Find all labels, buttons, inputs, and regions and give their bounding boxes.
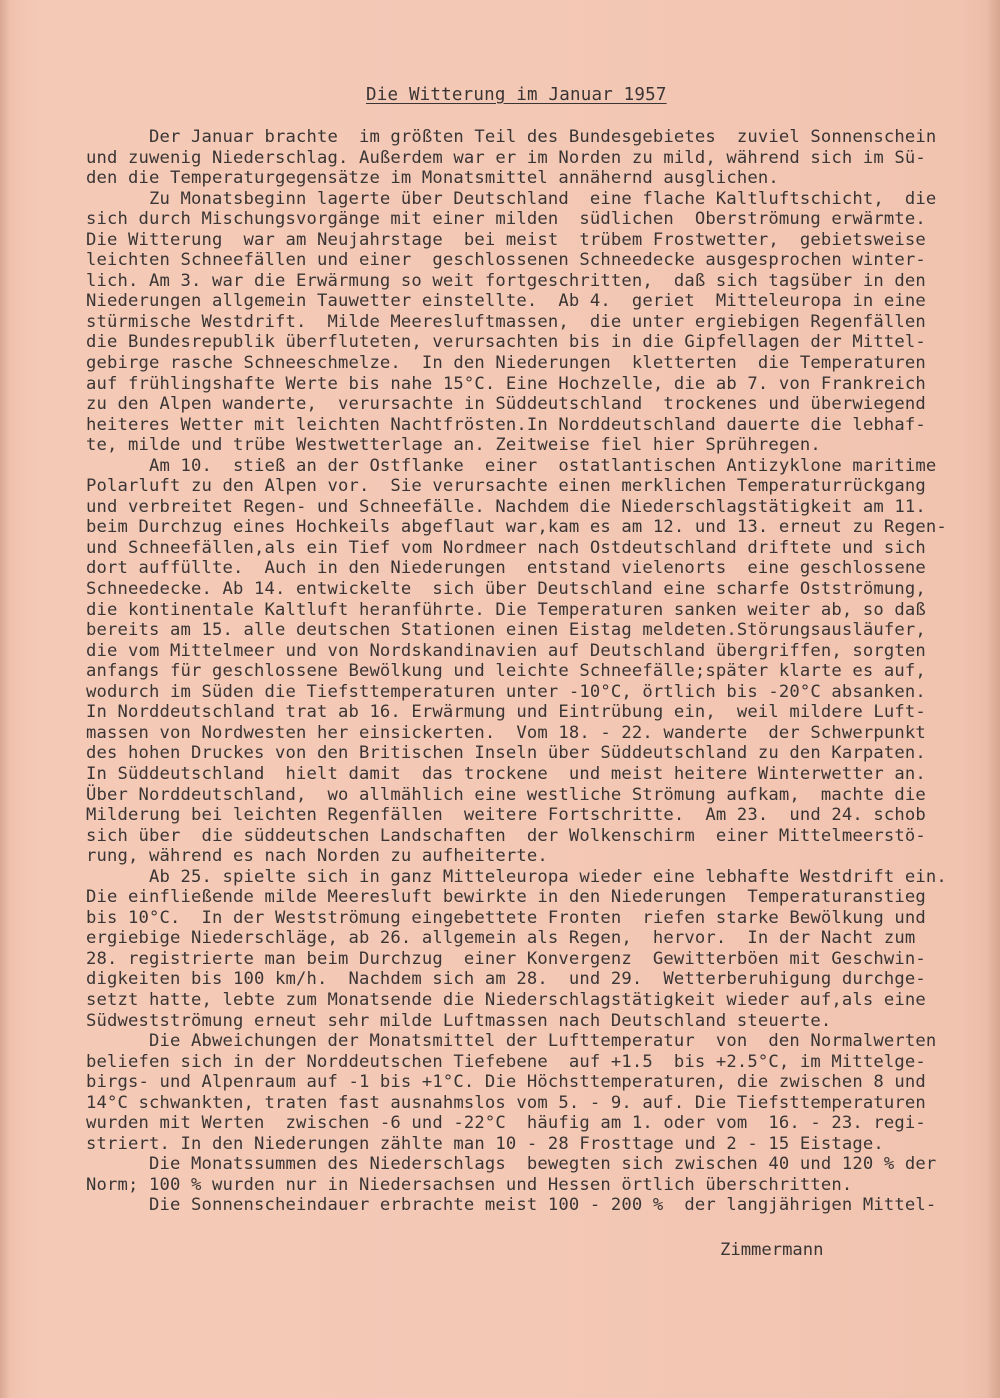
text-line: die vom Mittelmeer und von Nordskandinavien auf Deutschland übergriffen, sorgten: [86, 640, 926, 661]
text-line: striert. In den Niederungen zählte man 10 - 28 Frosttage und 2 - 15 Eistage.: [86, 1133, 884, 1154]
text-line: auf frühlingshafte Werte bis nahe 15°C. Eine Hochzelle, die ab 7. von Frankreich: [86, 373, 926, 394]
text-line: sich über die süddeutschen Landschaften der Wolkenschirm einer Mittelmeerstö-: [86, 825, 926, 846]
document-title: Die Witterung im Januar 1957: [366, 85, 667, 105]
text-line: lich. Am 3. war die Erwärmung so weit fortgeschritten, daß sich tagsüber in den: [86, 270, 926, 291]
text-line: sich durch Mischungsvorgänge mit einer milden südlichen Oberströmung erwärmte.: [86, 209, 926, 230]
text-line: leichten Schneefällen und einer geschlossenen Schneedecke ausgesprochen winter-: [86, 250, 926, 271]
text-line: Zu Monatsbeginn lagerte über Deutschland eine flache Kaltluftschicht, die: [86, 188, 937, 209]
text-line: Am 10. stieß an der Ostflanke einer ostatlantischen Antizyklone maritime: [86, 455, 937, 476]
text-line: die kontinentale Kaltluft heranführte. Die Temperaturen sanken weiter ab, so daß: [86, 599, 926, 620]
text-line: Die Abweichungen der Monatsmittel der Lufttemperatur von den Normalwerten: [86, 1031, 937, 1052]
text-line: 28. registrierte man beim Durchzug einer Konvergenz Gewitterböen mit Geschwin-: [86, 948, 926, 969]
text-line: Die Sonnenscheindauer erbrachte meist 100 - 200 % der langjährigen Mittel-: [86, 1195, 937, 1216]
text-line: beim Durchzug eines Hochkeils abgeflaut war,kam es am 12. und 13. erneut zu Regen-: [86, 517, 947, 538]
text-line: setzt hatte, lebte zum Monatsende die Niederschlagstätigkeit wieder auf,als eine: [86, 989, 926, 1010]
text-line: Über Norddeutschland, wo allmählich eine westliche Strömung aufkam, machte die: [86, 784, 926, 805]
text-line: massen von Nordwesten her einsickerten. Vom 18. - 22. wanderte der Schwerpunkt: [86, 722, 926, 743]
text-line: Norm; 100 % wurden nur in Niedersachsen und Hessen örtlich überschritten.: [86, 1174, 853, 1195]
author-signature: Zimmermann: [720, 1240, 824, 1260]
text-line: beliefen sich in der Norddeutschen Tiefebene auf +1.5 bis +2.5°C, im Mittelge-: [86, 1051, 926, 1072]
text-line: ergiebige Niederschläge, ab 26. allgemein als Regen, hervor. In der Nacht zum: [86, 928, 916, 949]
text-line: rung, während es nach Norden zu aufheiterte.: [86, 846, 548, 867]
text-line: anfangs für geschlossene Bewölkung und leichte Schneefälle;später klarte es auf,: [86, 661, 926, 682]
text-line: und verbreitet Regen- und Schneefälle. Nachdem die Niederschlagstätigkeit am 11.: [86, 496, 926, 517]
text-line: des hohen Druckes von den Britischen Inseln über Süddeutschland zu den Karpaten.: [86, 743, 926, 764]
text-line: bereits am 15. alle deutschen Stationen einen Eistag meldeten.Störungsausläufer,: [86, 620, 926, 641]
document-body: [86, 127, 986, 1216]
text-line: Polarluft zu den Alpen vor. Sie verursachte einen merklichen Temperaturrückgang: [86, 476, 926, 497]
text-line: Niederungen allgemein Tauwetter einstellte. Ab 4. geriet Mitteleuropa in eine: [86, 291, 926, 312]
text-line: Die Witterung war am Neujahrstage bei meist trübem Frostwetter, gebietsweise: [86, 229, 926, 250]
text-line: te, milde und trübe Westwetterlage an. Zeitweise fiel hier Sprühregen.: [86, 435, 821, 456]
text-line: In Norddeutschland trat ab 16. Erwärmung und Eintrübung ein, weil mildere Luft-: [86, 702, 926, 723]
text-line: gebirge rasche Schneeschmelze. In den Niederungen kletterten die Temperaturen: [86, 353, 926, 374]
text-line: die Bundesrepublik überfluteten, verursachten bis in die Gipfellagen der Mittel-: [86, 332, 926, 353]
text-line: Ab 25. spielte sich in ganz Mitteleuropa wieder eine lebhafte Westdrift ein.: [86, 866, 947, 887]
text-line: In Süddeutschland hielt damit das trockene und meist heitere Winterwetter an.: [86, 763, 926, 784]
text-line: Südwestströmung erneut sehr milde Luftmassen nach Deutschland steuerte.: [86, 1010, 832, 1031]
text-line: Schneedecke. Ab 14. entwickelte sich über Deutschland eine scharfe Ostströmung,: [86, 579, 926, 600]
text-line: zu den Alpen wanderte, verursachte in Süddeutschland trockenes und überwiegend: [86, 394, 926, 415]
text-line: heiteres Wetter mit leichten Nachtfrösten.In Norddeutschland dauerte die lebhaf-: [86, 414, 926, 435]
text-line: den die Temperaturgegensätze im Monatsmittel annähernd ausglichen.: [86, 168, 779, 189]
text-line: digkeiten bis 100 km/h. Nachdem sich am 28. und 29. Wetterberuhigung durchge-: [86, 969, 926, 990]
text-line: und Schneefällen,als ein Tief vom Nordmeer nach Ostdeutschland driftete und sich: [86, 537, 926, 558]
text-line: wurden mit Werten zwischen -6 und -22°C häufig am 1. oder vom 16. - 23. regi-: [86, 1113, 926, 1134]
text-line: birgs- und Alpenraum auf -1 bis +1°C. Die Höchsttemperaturen, die zwischen 8 und: [86, 1072, 926, 1093]
text-line: 14°C schwankten, traten fast ausnahmslos vom 5. - 9. auf. Die Tiefsttemperaturen: [86, 1092, 926, 1113]
text-line: wodurch im Süden die Tiefsttemperaturen unter -10°C, örtlich bis -20°C absanken.: [86, 681, 926, 702]
text-line: bis 10°C. In der Westströmung eingebettete Fronten riefen starke Bewölkung und: [86, 907, 926, 928]
text-line: Die Monatssummen des Niederschlags bewegten sich zwischen 40 und 120 % der: [86, 1154, 937, 1175]
text-line: Milderung bei leichten Regenfällen weitere Fortschritte. Am 23. und 24. schob: [86, 805, 926, 826]
text-line: stürmische Westdrift. Milde Meeresluftmassen, die unter ergiebigen Regenfällen: [86, 311, 926, 332]
text-line: Die einfließende milde Meeresluft bewirkte in den Niederungen Temperaturanstieg: [86, 887, 926, 908]
text-line: Der Januar brachte im größten Teil des Bundesgebietes zuviel Sonnenschein: [86, 127, 937, 147]
text-line: und zuwenig Niederschlag. Außerdem war er im Norden zu mild, während sich im Sü-: [86, 147, 926, 168]
text-line: dort auffüllte. Auch in den Niederungen entstand vielenorts eine geschlossene: [86, 558, 926, 579]
